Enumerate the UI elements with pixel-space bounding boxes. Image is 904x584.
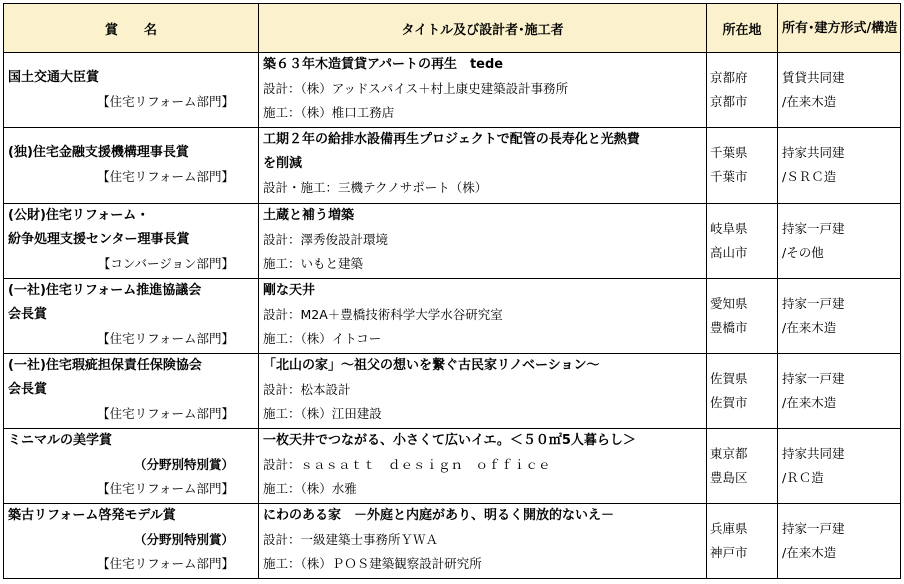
award-name: ミニマルの美学賞	[8, 433, 113, 448]
award-cell	[4, 128, 259, 204]
ownership-cell	[778, 53, 901, 128]
project-title: 剛な天井	[263, 283, 316, 298]
builder: 施工：（株）江田建設	[263, 406, 382, 421]
prefecture: 千葉県	[710, 145, 748, 160]
designer-builder: 設計・施工：三機テクノサポート（株）	[263, 180, 488, 195]
location-cell	[707, 279, 778, 354]
designer: 設計：M2A＋豊橋技術科学大学水谷研究室	[263, 307, 503, 322]
location-cell	[707, 204, 778, 279]
award-name: 築古リフォーム啓発モデル賞	[8, 508, 176, 523]
award-name: 国土交通大臣賞	[8, 70, 100, 85]
project-title: 一枚天井でつながる、小さくて広いイエ。＜５０㎡5人暮らし＞	[263, 433, 636, 448]
award-cell	[4, 204, 259, 279]
city: 豊橋市	[710, 320, 748, 335]
award-cell	[4, 504, 259, 579]
table-row	[4, 429, 901, 504]
ownership-cell	[778, 204, 901, 279]
structure: /在来木造	[782, 320, 837, 335]
location-cell	[707, 429, 778, 504]
location-cell	[707, 504, 778, 579]
ownership-cell	[778, 429, 901, 504]
table-row	[4, 53, 901, 128]
prefecture: 東京都	[710, 446, 748, 461]
designer: 設計：（株）アッドスパイス＋村上康史建築設計事務所	[263, 81, 569, 96]
title-cell	[259, 354, 707, 429]
prefecture: 岐阜県	[710, 221, 748, 236]
award-name: (一社)住宅リフォーム推進協議会	[8, 283, 202, 298]
designer: 設計：松本設計	[263, 382, 351, 397]
project-title: 工期２年の給排水設備再生プロジェクトで配管の長寿化と光熱費	[263, 132, 640, 147]
awards-table	[3, 3, 901, 579]
builder: 施工：（株）椎口工務店	[263, 105, 395, 120]
award-cell	[4, 53, 259, 128]
special-award-label: （分野別特別賞）	[133, 457, 234, 472]
designer: 設計：一級建築士事務所ＹＷＡ	[263, 532, 439, 547]
ownership-type: 持家一戸建	[782, 296, 845, 311]
award-name-cont: 会長賞	[8, 307, 48, 322]
special-award-label: （分野別特別賞）	[133, 532, 234, 547]
builder: 施工：いもと建築	[263, 256, 364, 271]
builder: 施工：（株）ＰＯＳ建築観察設計研究所	[263, 556, 482, 571]
prefecture: 佐賀県	[710, 371, 748, 386]
award-name-cont: 紛争処理支援センター理事長賞	[8, 232, 190, 247]
award-category: 【コンバージョン部門】	[97, 256, 234, 271]
title-cell	[259, 204, 707, 279]
ownership-cell	[778, 279, 901, 354]
structure: /ＳＲＣ造	[782, 169, 837, 184]
award-name-cont: 会長賞	[8, 382, 48, 397]
builder: 施工：（株）イトコー	[263, 331, 382, 346]
award-category: 【住宅リフォーム部門】	[97, 556, 234, 571]
award-category: 【住宅リフォーム部門】	[97, 94, 234, 109]
award-name: (公財)住宅リフォーム・	[8, 208, 150, 223]
project-title: 土蔵と補う増築	[263, 208, 355, 223]
award-cell	[4, 354, 259, 429]
table-row	[4, 128, 901, 204]
structure: /ＲＣ造	[782, 470, 824, 485]
structure: /在来木造	[782, 395, 837, 410]
ownership-type: 持家一戸建	[782, 221, 845, 236]
structure: /在来木造	[782, 545, 837, 560]
project-title: にわのある家 －外庭と内庭があり、明るく開放的ないえ－	[263, 508, 615, 523]
header-location: 所在地	[707, 4, 778, 53]
structure: /在来木造	[782, 94, 837, 109]
title-cell	[259, 429, 707, 504]
location-cell	[707, 53, 778, 128]
city: 高山市	[710, 245, 748, 260]
city: 豊島区	[710, 470, 748, 485]
award-category: 【住宅リフォーム部門】	[97, 169, 234, 184]
city: 神戸市	[710, 545, 748, 560]
ownership-cell	[778, 354, 901, 429]
ownership-cell	[778, 504, 901, 579]
header-title: タイトル及び設計者･施工者	[259, 4, 707, 53]
ownership-type: 持家一戸建	[782, 371, 845, 386]
project-title: 築６３年木造賃貸アパートの再生 tede	[263, 57, 504, 72]
award-category: 【住宅リフォーム部門】	[97, 406, 234, 421]
location-cell	[707, 354, 778, 429]
title-cell	[259, 279, 707, 354]
project-title-cont: を削減	[263, 156, 303, 171]
prefecture: 愛知県	[710, 296, 748, 311]
builder: 施工：（株）水雅	[263, 481, 357, 496]
header-ownership: 所有･建方形式/構造	[778, 4, 901, 53]
header-row	[4, 4, 901, 53]
title-cell	[259, 128, 707, 204]
ownership-type: 持家一戸建	[782, 521, 845, 536]
award-cell	[4, 429, 259, 504]
award-name: (独)住宅金融支援機構理事長賞	[8, 145, 189, 160]
table-row	[4, 279, 901, 354]
city: 佐賀市	[710, 395, 748, 410]
ownership-type: 持家共同建	[782, 145, 845, 160]
table-row	[4, 504, 901, 579]
city: 千葉市	[710, 169, 748, 184]
title-cell	[259, 53, 707, 128]
table-row	[4, 204, 901, 279]
city: 京都市	[710, 94, 748, 109]
project-title: 「北山の家」～祖父の想いを繋ぐ古民家リノベーション～	[263, 358, 600, 373]
prefecture: 兵庫県	[710, 521, 748, 536]
structure: /その他	[782, 245, 824, 260]
award-name: (一社)住宅瑕疵担保責任保険協会	[8, 358, 202, 373]
ownership-type: 賃貸共同建	[782, 70, 845, 85]
prefecture: 京都府	[710, 70, 748, 85]
ownership-cell	[778, 128, 901, 204]
award-cell	[4, 279, 259, 354]
location-cell	[707, 128, 778, 204]
table-row	[4, 354, 901, 429]
award-category: 【住宅リフォーム部門】	[97, 481, 234, 496]
header-award: 賞 名	[4, 4, 259, 53]
ownership-type: 持家共同建	[782, 446, 845, 461]
designer: 設計：ｓａｓａｔｔ ｄｅｓｉｇｎ ｏｆｆｉｃｅ	[263, 457, 551, 472]
title-cell	[259, 504, 707, 579]
designer: 設計：澤秀俊設計環境	[263, 232, 389, 247]
award-category: 【住宅リフォーム部門】	[97, 331, 234, 346]
